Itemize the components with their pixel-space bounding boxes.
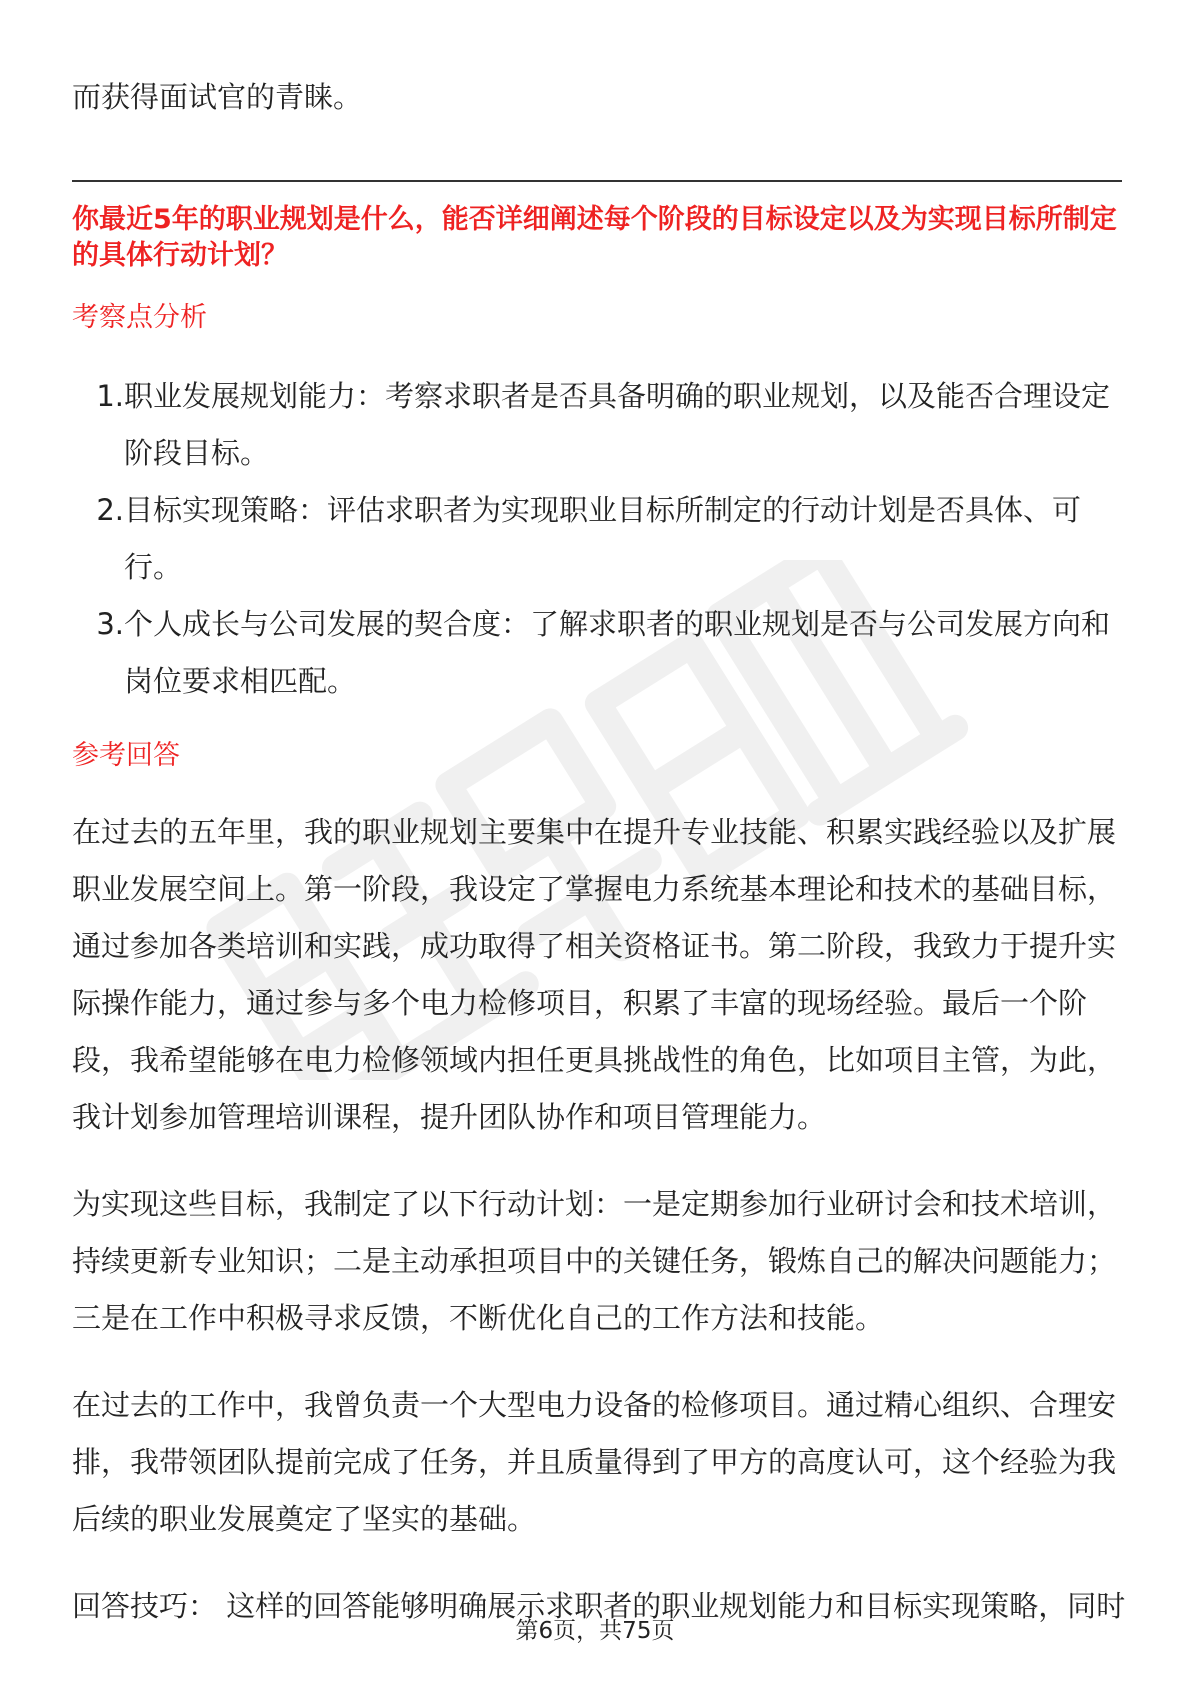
analysis-points-list: [72, 368, 1122, 710]
answer-paragraph: 在过去的工作中，我曾负责一个大型电力设备的检修项目。通过精心组织、合理安排，我带领团队提前完成了任务，并且质量得到了甲方的高度认可，这个经验为我后续的职业发展奠定了坚实的基础。: [72, 1388, 1117, 1536]
list-item: [72, 596, 1122, 710]
document-content: [72, 70, 1126, 1635]
answer-paragraph: 在过去的五年里，我的职业规划主要集中在提升专业技能、积累实践经验以及扩展职业发展空间上。第一阶段，我设定了掌握电力系统基本理论和技术的基础目标，通过参加各类培训和实践，成功取得了相关资格证书。第二阶段，我致力于提升实际操作能力，通过参与多个电力检修项目，积累了丰富的现场经验。最后一个阶段，我希望能够在电力检修领域内担任更具挑战性的角色，比如项目主管，为此，我计划参加管理培训课程，提升团队协作和项目管理能力。: [72, 815, 1117, 1134]
list-item-text: 个人成长与公司发展的契合度：了解求职者的职业规划是否与公司发展方向和岗位要求相匹配。: [124, 607, 1111, 698]
list-item-number: 3.: [96, 607, 124, 641]
list-item-text: 职业发展规划能力：考察求职者是否具备明确的职业规划，以及能否合理设定阶段目标。: [124, 379, 1111, 470]
list-item: [72, 368, 1122, 482]
answer-tip-text: 回答技巧： 这样的回答能够明确展示求职者的职业规划能力和目标实现策略，同时: [72, 1589, 1126, 1623]
list-item-text: 目标实现策略：评估求职者为实现职业目标所制定的行动计划是否具体、可行。: [124, 493, 1082, 584]
list-item-number: 2.: [96, 493, 124, 527]
answer-paragraph: 为实现这些目标，我制定了以下行动计划：一是定期参加行业研讨会和技术培训，持续更新专业知识；二是主动承担项目中的关键任务，锻炼自己的解决问题能力；三是在工作中积极寻求反馈，不断优化自己的工作方法和技能。: [72, 1187, 1117, 1335]
list-item: [72, 482, 1122, 596]
intro-tail-text: 而获得面试官的青睐。: [72, 80, 363, 114]
list-item-number: 1.: [96, 379, 124, 413]
answer-heading: 参考回答: [72, 740, 180, 771]
analysis-heading: 考察点分析: [72, 302, 207, 333]
question-title: 你最近5年的职业规划是什么，能否详细阐述每个阶段的目标设定以及为实现目标所制定的具体行动计划？: [72, 204, 1117, 271]
section-divider: [72, 180, 1122, 182]
page-number-footer: 第6页，共75页: [515, 1618, 675, 1644]
